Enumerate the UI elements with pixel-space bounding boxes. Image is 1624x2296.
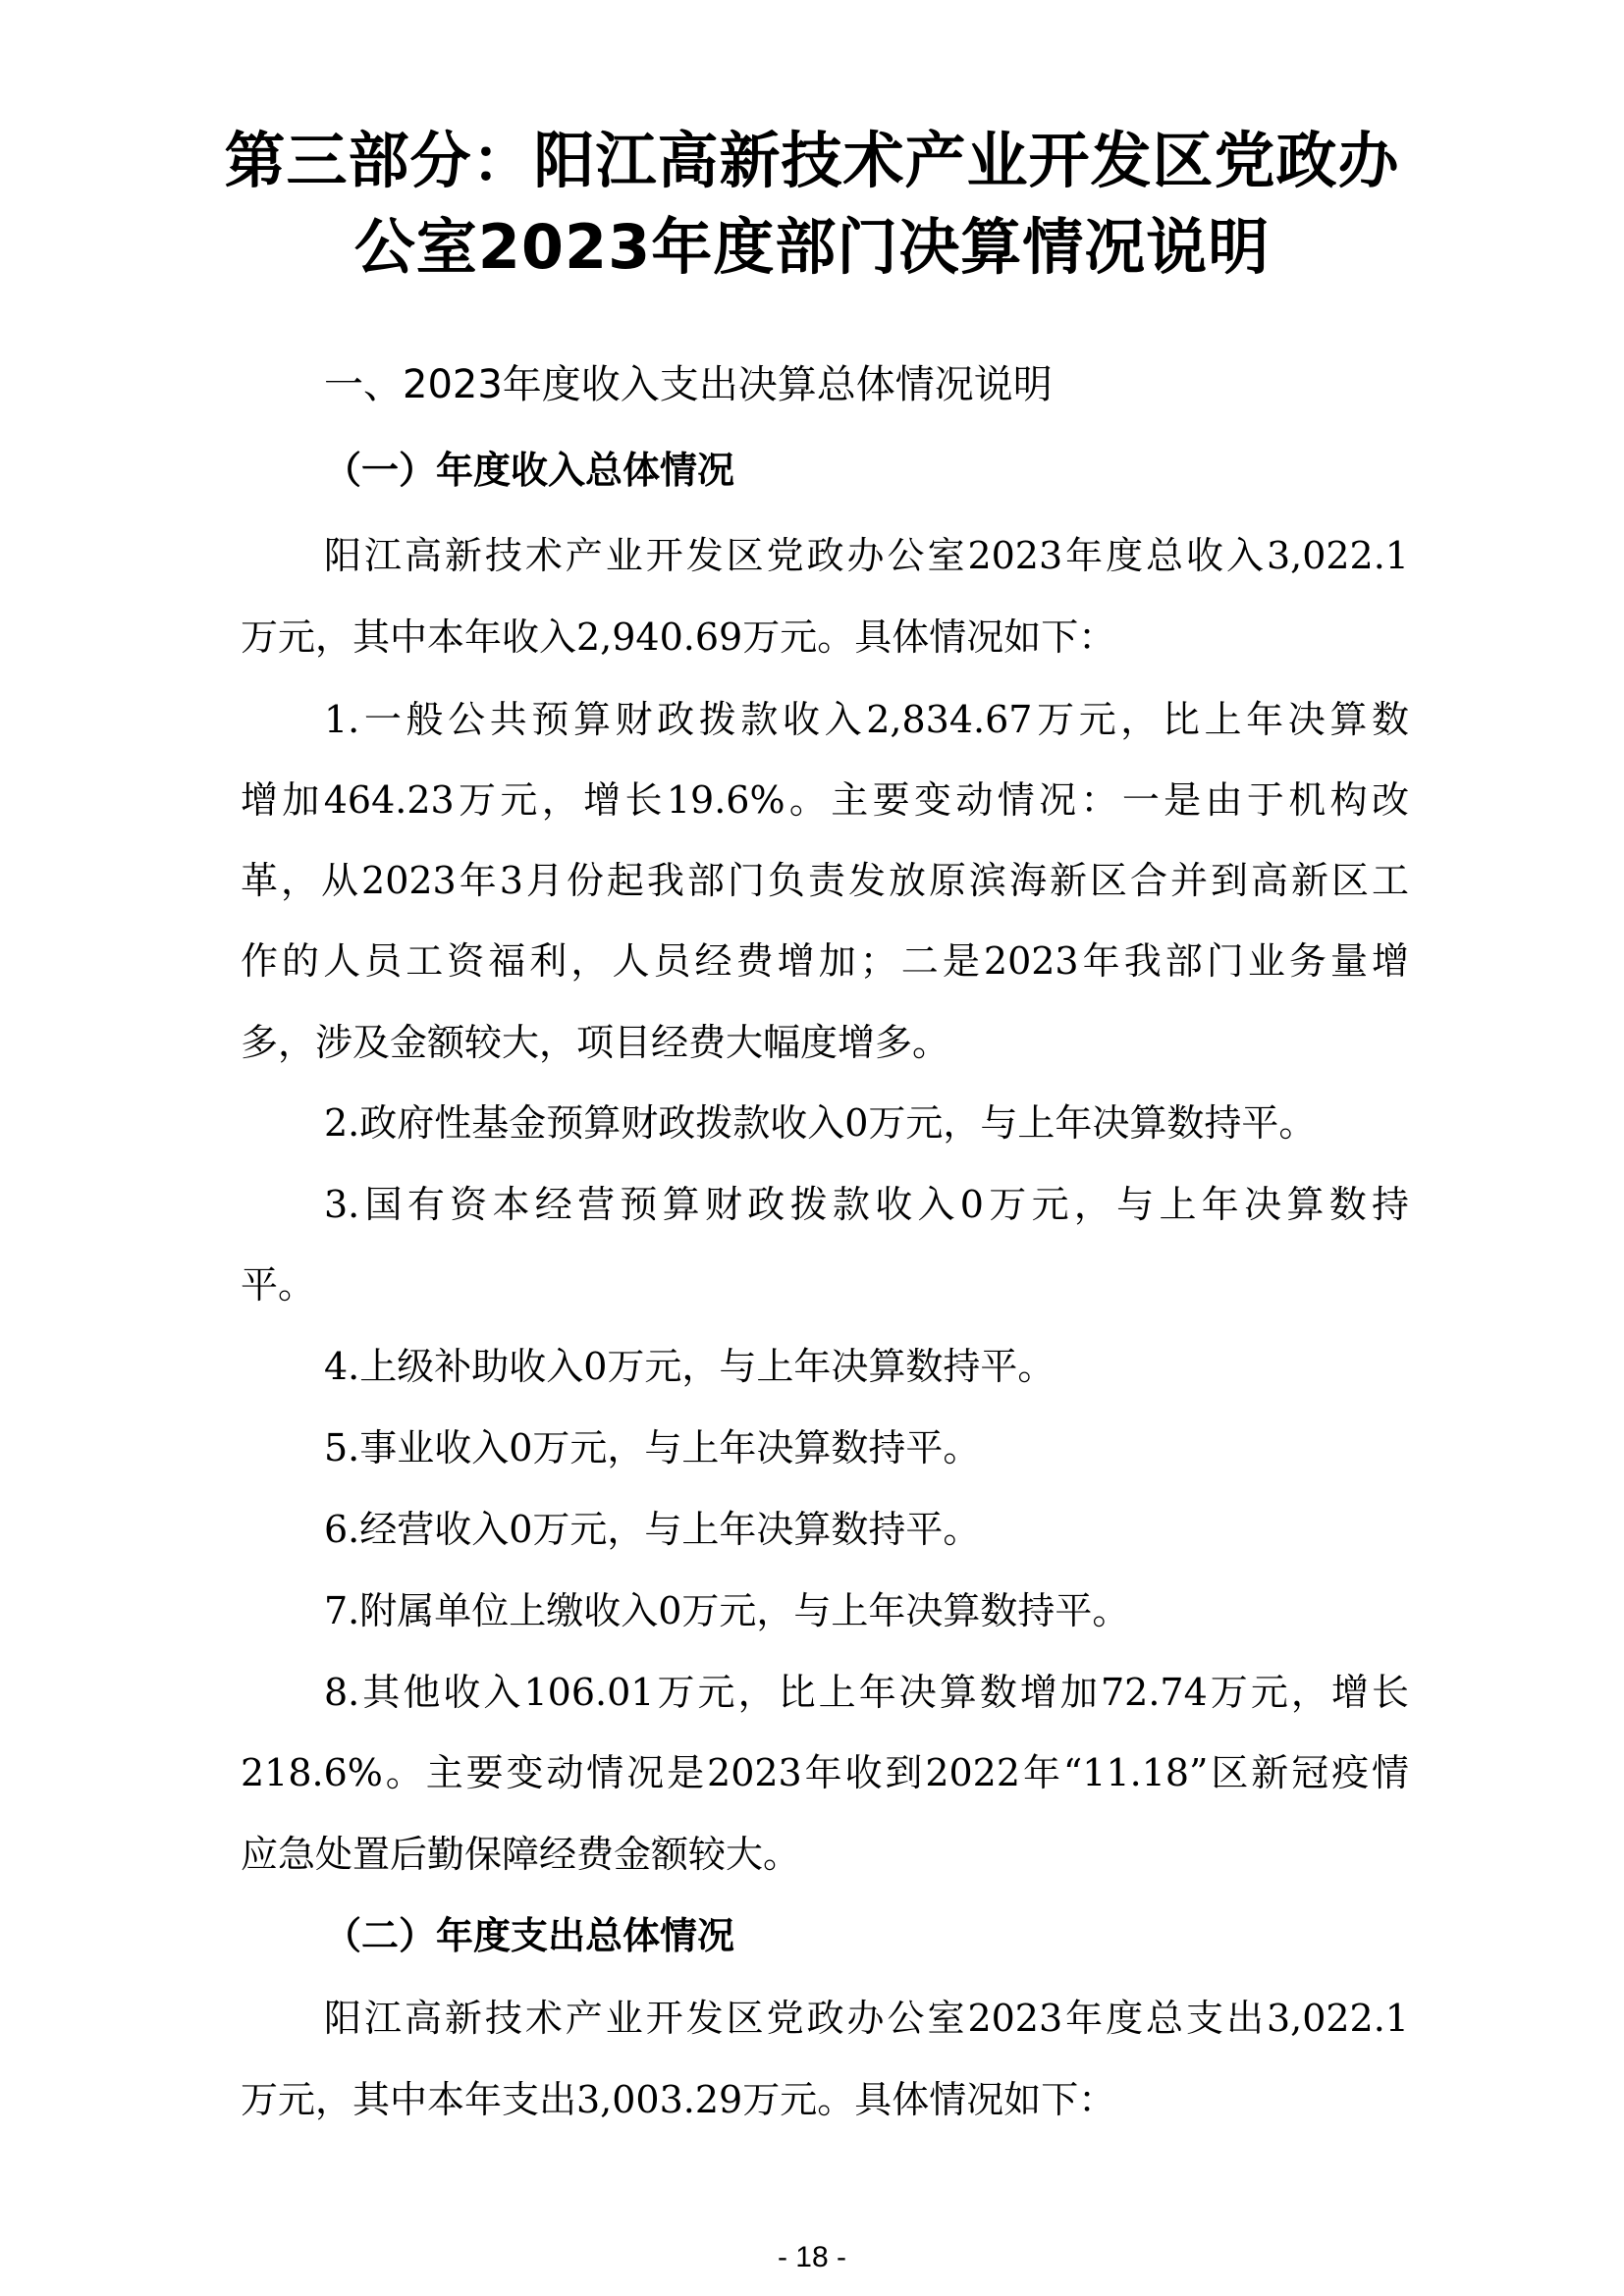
- income-item-line: 218.6%。主要变动情况是2023年收到2022年“11.18”区新冠疫情: [241, 1751, 1409, 1794]
- income-item-line: 5.事业收入0万元，与上年决算数持平。: [324, 1426, 981, 1469]
- section-heading: 一、2023年度收入支出决算总体情况说明: [324, 362, 1053, 407]
- subsection-heading-expenditure: （二）年度支出总体情况: [324, 1914, 735, 1957]
- income-item-line: 应急处置后勤保障经费金额较大。: [241, 1833, 801, 1876]
- subsection-heading-income: （一）年度收入总体情况: [324, 449, 735, 492]
- paragraph-line: 万元，其中本年收入2,940.69万元。具体情况如下：: [241, 615, 1116, 659]
- income-item-line: 平。: [241, 1263, 316, 1307]
- income-item-line: 3.国有资本经营预算财政拨款收入0万元，与上年决算数持: [324, 1183, 1409, 1226]
- income-item-line: 1.一般公共预算财政拨款收入2,834.67万元，比上年决算数: [324, 698, 1409, 741]
- document-title-line-2: 公室2023年度部门决算情况说明: [353, 211, 1271, 283]
- document-title-line-1: 第三部分：阳江高新技术产业开发区党政办: [224, 125, 1400, 196]
- income-item-line: 作的人员工资福利，人员经费增加；二是2023年我部门业务量增: [241, 939, 1409, 983]
- income-item-line: 2.政府性基金预算财政拨款收入0万元，与上年决算数持平。: [324, 1101, 1317, 1145]
- income-item-line: 7.附属单位上缴收入0万元，与上年决算数持平。: [324, 1589, 1130, 1632]
- income-item-line: 4.上级补助收入0万元，与上年决算数持平。: [324, 1345, 1056, 1388]
- income-item-line: 8.其他收入106.01万元，比上年决算数增加72.74万元，增长: [324, 1671, 1409, 1714]
- income-item-line: 革，从2023年3月份起我部门负责发放原滨海新区合并到高新区工: [241, 859, 1409, 902]
- income-item-line: 6.经营收入0万元，与上年决算数持平。: [324, 1508, 981, 1551]
- page-number: - 18 -: [777, 2241, 847, 2273]
- income-item-line: 增加464.23万元，增长19.6%。主要变动情况：一是由于机构改: [241, 778, 1409, 822]
- income-item-line: 多，涉及金额较大，项目经费大幅度增多。: [241, 1021, 950, 1064]
- paragraph-line: 阳江高新技术产业开发区党政办公室2023年度总收入3,022.1: [324, 534, 1409, 577]
- paragraph-line: 万元，其中本年支出3,003.29万元。具体情况如下：: [241, 2078, 1116, 2121]
- paragraph-line: 阳江高新技术产业开发区党政办公室2023年度总支出3,022.1: [324, 1997, 1409, 2040]
